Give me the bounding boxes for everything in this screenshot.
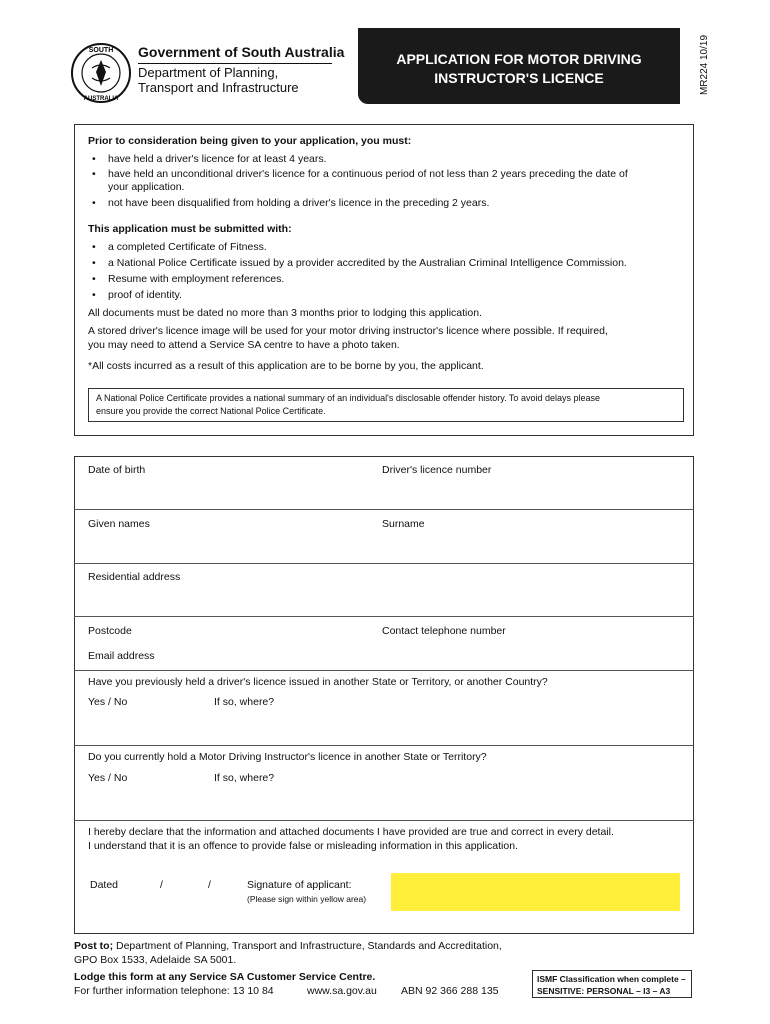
surname-input[interactable] [382,536,684,558]
row-divider [74,820,694,821]
email-input[interactable] [164,647,684,667]
current-mdi-licence-question: Do you currently hold a Motor Driving Instructor's licence in another State or Territory? [88,751,487,763]
row-divider [74,509,694,510]
post-to-line2: GPO Box 1533, Adelaide SA 5001. [74,954,237,966]
dated-note: All documents must be dated no more than 3 months prior to lodging this application. [88,307,482,319]
submit-heading: This application must be submitted with: [88,223,292,235]
licence-number-label: Driver's licence number [382,464,492,476]
declaration-line1: I hereby declare that the information and attached documents I have provided are true and correct in every detail. [88,826,614,838]
contact-phone-label: Contact telephone number [382,625,506,637]
date-month-input[interactable] [170,876,208,894]
bullet-icon: • [92,168,96,180]
date-year-input[interactable] [218,876,246,894]
given-names-input[interactable] [88,536,372,558]
info-telephone: For further information telephone: 13 10 84 [74,985,274,997]
ismf-line1: ISMF Classification when complete – [537,974,686,984]
svg-text:AUSTRALIA: AUSTRALIA [83,96,119,102]
bullet-icon: • [92,241,96,253]
date-day-input[interactable] [126,876,160,894]
row-divider [74,745,694,746]
submit-item: Resume with employment references. [108,273,285,285]
police-certificate-notice [88,388,684,422]
bullet-icon: • [92,153,96,165]
submit-item: proof of identity. [108,289,182,301]
email-label: Email address [88,650,155,662]
form-code: MR224 10/19 [699,34,710,96]
contact-phone-input[interactable] [522,622,684,642]
date-separator: / [160,879,163,891]
form-title-banner [358,28,680,104]
prior-item: not have been disqualified from holding a driver's licence in the preceding 2 years. [108,197,490,209]
previous-licence-question: Have you previously held a driver's licence issued in another State or Territory, or another Country? [88,676,548,688]
postcode-label: Postcode [88,625,132,637]
photo-note-line2: you may need to attend a Service SA centre to have a photo taken. [88,339,400,351]
bullet-icon: • [92,273,96,285]
current-mdi-where-label: If so, where? [214,772,275,784]
dob-input[interactable] [88,482,372,504]
signature-label: Signature of applicant: [247,879,352,891]
bullet-icon: • [92,257,96,269]
south-australia-seal-logo [70,42,132,104]
prior-item: have held an unconditional driver's licence for a continuous period of not less than 2 years preceding the date of [108,168,628,180]
residential-address-input[interactable] [88,589,684,611]
bullet-icon: • [92,289,96,301]
submit-item: a completed Certificate of Fitness. [108,241,267,253]
costs-note: *All costs incurred as a result of this application are to be borne by you, the applicant. [88,360,484,372]
post-to-line1 [74,940,502,952]
prior-item: have held a driver's licence for at least 4 years. [108,153,327,165]
licence-number-input[interactable] [382,482,684,504]
department-name-line2: Transport and Infrastructure [138,80,299,95]
residential-address-label: Residential address [88,571,181,583]
current-mdi-where-input[interactable] [290,769,684,815]
previous-licence-where-label: If so, where? [214,696,275,708]
previous-licence-where-input[interactable] [290,693,684,739]
given-names-label: Given names [88,518,150,530]
prior-heading: Prior to consideration being given to your application, you must: [88,135,412,147]
postcode-input[interactable] [140,622,372,642]
website-link[interactable]: www.sa.gov.au [307,985,377,997]
form-title-line2: INSTRUCTOR'S LICENCE [434,70,604,86]
abn: ABN 92 366 288 135 [401,985,499,997]
submit-item: a National Police Certificate issued by a provider accredited by the Australian Criminal Intelligence Commission. [108,257,627,269]
dated-label: Dated [90,879,119,891]
post-to-address: Department of Planning, Transport and Infrastructure, Standards and Accreditation, [113,940,502,952]
current-mdi-licence-yes-no[interactable]: Yes / No [88,772,128,784]
photo-note-line1: A stored driver's licence image will be used for your motor driving instructor's licence where possible. If required, [88,325,608,337]
date-separator: / [208,879,211,891]
row-divider [74,563,694,564]
lodge-note: Lodge this form at any Service SA Customer Service Centre. [74,971,376,983]
dob-label: Date of birth [88,464,146,476]
post-to-label: Post to; [74,940,114,952]
surname-label: Surname [382,518,425,530]
government-name: Government of South Australia [138,44,332,64]
police-notice-line2: ensure you provide the correct National Police Certificate. [96,406,326,416]
signature-area[interactable] [391,873,680,911]
declaration-line2: I understand that it is an offence to provide false or misleading information in this application. [88,840,518,852]
department-name-line1: Department of Planning, [138,65,279,80]
svg-text:SOUTH: SOUTH [88,47,114,54]
row-divider [74,670,694,671]
ismf-line2: SENSITIVE: PERSONAL – I3 – A3 [537,986,671,996]
prior-item-continued: your application. [108,181,185,193]
ismf-classification-box [532,970,692,998]
police-notice-line1: A National Police Certificate provides a national summary of an individual's disclosable offender history. To avoid delays please [96,393,600,403]
signature-hint: (Please sign within yellow area) [247,894,367,904]
row-divider [74,616,694,617]
previous-licence-yes-no[interactable]: Yes / No [88,696,128,708]
bullet-icon: • [92,197,96,209]
form-title-line1: APPLICATION FOR MOTOR DRIVING [396,51,642,67]
